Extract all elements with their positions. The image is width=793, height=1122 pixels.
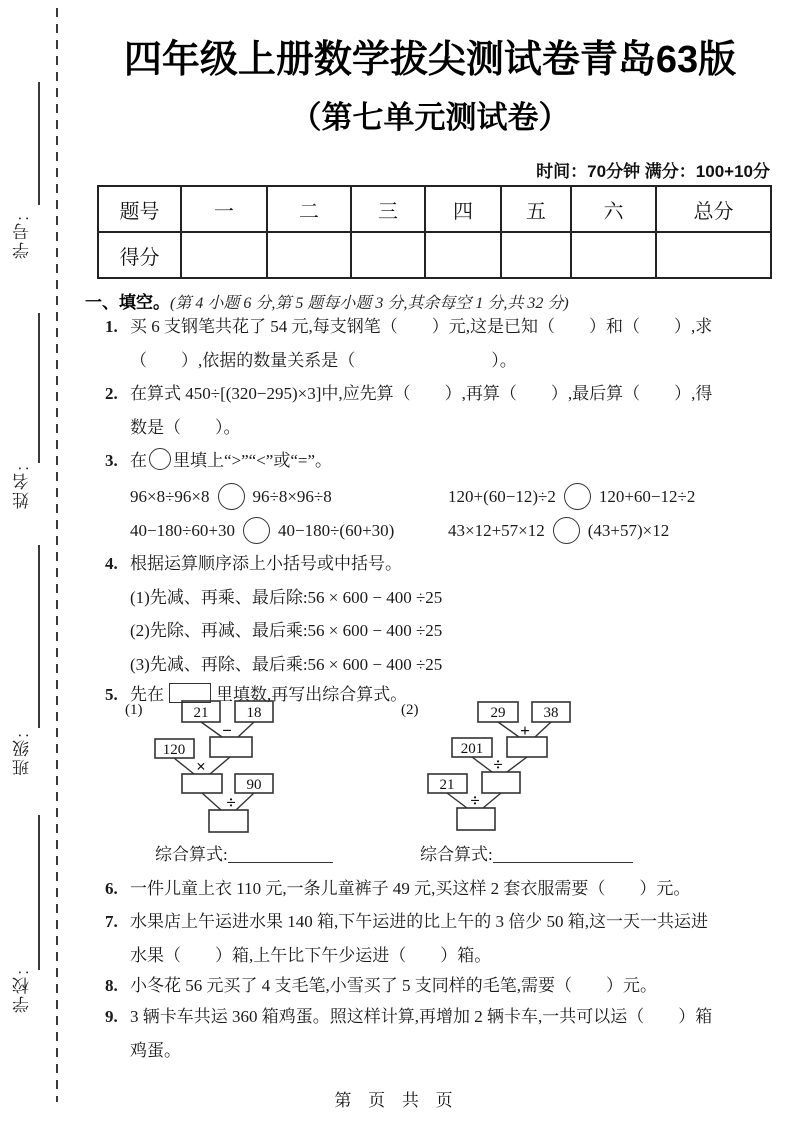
tree-1-op-times: × [196,757,206,776]
section-1-note: (第 4 小题 6 分,第 5 题每小题 3 分,其余每空 1 分,共 32 分) [170,295,569,312]
question-3-intro [130,444,775,478]
blank-box [507,737,547,757]
score-cell [181,232,267,278]
question-3-intro-post: 里填上“>”“<”或“=”。 [173,451,333,470]
tree-2-value-21: 21 [439,777,455,793]
question-4 [85,547,775,681]
score-cell [501,232,571,278]
score-table [97,185,772,279]
question-9-line-2: 鸡蛋。 [130,1040,181,1060]
question-2-line-1: 在算式 450÷[(320−295)×3]中,应先算（ ）,再算（ ）,最后算（ ）,得 [130,384,713,403]
expression-right: 40−180÷(60+30) [278,520,395,540]
question-1-line-2: （ ）,依据的数量关系是（ ）。 [130,350,517,370]
question-6-line-1: 一件儿童上衣 110 元,一条儿童裤子 49 元,买这样 2 套衣服需要（ ）元。 [130,879,691,898]
col-header-2: 二 [267,186,351,232]
formula-label-1: 综合算式: [155,845,228,864]
expression-left: 40−180÷60+30 [130,520,236,540]
formula-line-2 [420,838,633,872]
score-cell [267,232,351,278]
blank-box [209,810,248,832]
expression-left: 43×12+57×12 [448,520,545,540]
question-9-number: 9. [105,1007,118,1026]
tree-2-value-29: 29 [490,705,506,721]
question-3-intro-pre: 在 [130,451,147,470]
score-label: 得分 [98,232,181,278]
question-7-line-1: 水果店上午运进水果 140 箱,下午运进的比上午的 3 倍少 50 箱,这一天一共运进 [130,912,708,931]
formula-label-2: 综合算式: [420,845,493,864]
paper-title: 四年级上册数学拔尖测试卷青岛63版 [123,39,737,81]
comparison-circle-icon [564,483,591,510]
question-9-line-1: 3 辆卡车共运 360 箱鸡蛋。照这样计算,再增加 2 辆卡车,一共可以运（ ）箱 [130,1007,713,1026]
name-label: 姓名: [13,464,32,509]
question-3-number: 3. [105,451,118,470]
question-8-number: 8. [105,976,118,995]
answer-blank-line [493,846,633,863]
col-header-6: 六 [571,186,656,232]
question-6-number: 6. [105,879,118,898]
paper-subtitle: （第七单元测试卷） [290,100,570,135]
name-blank-line [38,313,40,463]
tree-1-value-18: 18 [246,705,262,721]
expression-tree-1 [123,696,288,838]
school-blank-line [38,815,40,970]
tree-2-op-divide-2: ÷ [470,791,480,810]
question-1-line-1: 买 6 支钢笔共花了 54 元,每支钢笔（ ）元,这是已知（ ）和（ ）,求 [130,317,713,336]
answer-blank-line [228,846,333,863]
question-4-item-1: (1)先减、再乘、最后除:56 × 600 − 400 ÷25 [130,587,443,607]
question-9 [85,1000,775,1067]
blank-box [210,737,252,757]
question-1 [85,310,775,377]
question-7 [85,905,775,972]
tree-1-op-divide: ÷ [226,793,236,812]
page-footer: 第 页 共 页 [334,1091,459,1110]
score-cell [656,232,771,278]
score-cell [571,232,656,278]
expression-right: 120+60−12÷2 [598,486,696,506]
tree-2-value-201: 201 [460,741,484,757]
tree-2-label: (2) [401,702,419,718]
question-4-number: 4. [105,554,118,573]
comparison-pair-2 [448,480,695,514]
col-header-1: 一 [181,186,267,232]
comparison-row-1 [130,480,775,514]
tree-1-op-minus: − [222,721,232,740]
comparison-pair-3 [130,514,448,548]
formula-line-1 [155,838,333,872]
question-2 [85,377,775,444]
comparison-circle-icon [243,517,270,544]
class-label: 班级: [13,731,32,776]
col-header-5: 五 [501,186,571,232]
question-3 [85,444,775,548]
time-score-info: 时间：70分钟 满分：100+10分 [536,162,770,181]
comparison-row-2 [130,514,775,548]
question-no-label: 题号 [98,186,181,232]
expression-left: 120+(60−12)÷2 [448,486,556,506]
comparison-pair-1 [130,480,448,514]
tree-1-label: (1) [125,702,143,718]
score-table-score-row [98,232,771,278]
question-5-number: 5. [105,685,118,704]
class-blank-line [38,545,40,728]
question-8-line-1: 小冬花 56 元买了 4 支毛笔,小雪买了 5 支同样的毛笔,需要（ ）元。 [130,976,657,995]
school-label: 学校: [13,968,32,1013]
question-2-number: 2. [105,384,118,403]
tree-1-value-90: 90 [246,777,262,793]
question-4-item-3: (3)先减、再除、最后乘:56 × 600 − 400 ÷25 [130,654,443,674]
blank-box [457,808,495,830]
comparison-circle-icon [218,483,245,510]
tree-2-op-plus: + [520,721,530,740]
student-no-blank-line [38,82,40,205]
question-4-intro: 根据运算顺序添上小括号或中括号。 [130,554,402,573]
tree-1-value-120: 120 [162,742,186,758]
question-8 [85,969,775,1003]
col-header-total: 总分 [656,186,771,232]
question-6 [85,872,775,906]
expression-right: 96÷8×96÷8 [252,486,332,506]
col-header-3: 三 [351,186,425,232]
tree-1-value-21: 21 [193,705,209,721]
tree-2-op-divide-1: ÷ [493,755,503,774]
section-1-title: 一、填空。 [85,293,170,312]
expression-right: (43+57)×12 [587,520,670,540]
margin-dashed-line [56,8,58,1102]
comparison-circle-icon [553,517,580,544]
blank-box [482,772,520,793]
col-header-4: 四 [425,186,501,232]
question-5 [85,678,775,883]
score-cell [351,232,425,278]
fill-circle-icon [149,448,171,470]
blank-box [182,774,222,793]
question-5-intro-post: 里填数,再写出综合算式。 [216,685,408,704]
tree-2-value-38: 38 [543,705,559,721]
question-4-item-2: (2)先除、再减、最后乘:56 × 600 − 400 ÷25 [130,621,443,640]
question-1-number: 1. [105,317,118,336]
question-7-number: 7. [105,912,118,931]
expression-tree-2 [397,696,582,838]
question-2-line-2: 数是（ ）。 [130,417,241,437]
student-no-label: 学号: [13,214,32,259]
score-cell [425,232,501,278]
question-7-line-2: 水果（ ）箱,上午比下午少运进（ ）箱。 [130,945,492,965]
score-table-header-row [98,186,771,232]
comparison-pair-4 [448,514,669,548]
question-5-intro-pre: 先在 [130,685,164,704]
expression-left: 96×8÷96×8 [130,486,210,506]
